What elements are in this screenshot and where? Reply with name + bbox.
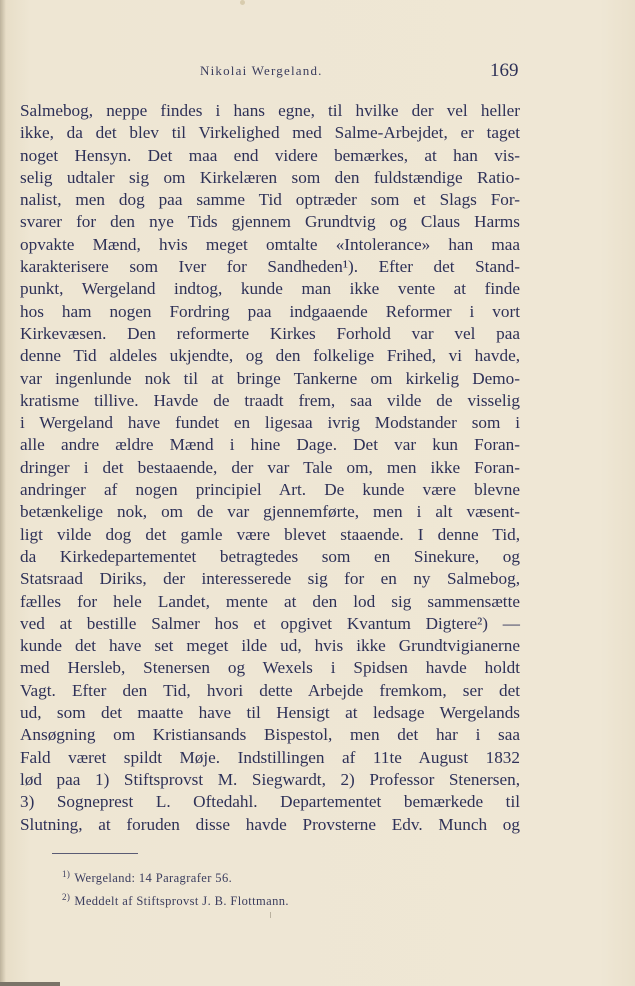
- page-number: 169: [490, 60, 519, 81]
- footnote-marker: 2): [62, 892, 71, 902]
- body-text: [20, 100, 520, 836]
- text-line: noget Hensyn. Det maa end videre bemærkes, at han vis-: [20, 145, 520, 165]
- paper-speck: [270, 912, 271, 918]
- text-line: dringer i det bestaaende, der var Tale om, men ikke Foran-: [20, 457, 520, 477]
- text-line: ved at bestille Salmer hos et opgivet Kvantum Digtere²) —: [20, 613, 520, 633]
- text-line: fælles for hele Landet, mente at den lod sig sammensætte: [20, 591, 520, 611]
- text-line: Ansøgning om Kristiansands Bispestol, men det har i saa: [20, 725, 520, 745]
- text-line: Statsraad Diriks, der interesserede sig for en ny Salmebog,: [20, 569, 520, 589]
- text-line: lød paa 1) Stiftsprovst M. Siegwardt, 2) Professor Stenersen,: [20, 769, 520, 789]
- text-line: med Hersleb, Stenersen og Wexels i Spidsen havde holdt: [20, 658, 520, 678]
- text-line: 3) Sogneprest L. Oftedahl. Departementet bemærkede til: [20, 792, 520, 812]
- text-line: selig udtaler sig om Kirkelæren som den fuldstændige Ratio-: [20, 167, 520, 187]
- text-line: var ingenlunde nok til at bringe Tankerne om kirkelig Demo-: [20, 368, 520, 388]
- footnote-1: [62, 865, 522, 888]
- footnote-2: [62, 888, 522, 911]
- text-line: Fald været spildt Møje. Indstillingen af 11te August 1832: [20, 747, 520, 767]
- text-line: hos ham nogen Fordring paa indgaaende Reformer i vort: [20, 301, 520, 321]
- footnote-text: Wergeland: 14 Paragrafer 56.: [74, 871, 233, 885]
- page-bottom-edge: [0, 982, 60, 986]
- text-line: da Kirkedepartementet betragtedes som en Sinekure, og: [20, 546, 520, 566]
- text-line: alle andre ældre Mænd i hine Dage. Det var kun Foran-: [20, 435, 520, 455]
- text-line: karakterisere som Iver for Sandheden¹). Efter det Stand-: [20, 257, 520, 277]
- text-line: svarer for den nye Tids gjennem Grundtvig og Claus Harms: [20, 212, 520, 232]
- footnote-rule: [52, 853, 138, 854]
- text-line: Kirkevæsen. Den reformerte Kirkes Forhold var vel paa: [20, 323, 520, 343]
- text-line: kratisme tillive. Havde de traadt frem, saa vilde de visselig: [20, 390, 520, 410]
- text-line: andringer af nogen principiel Art. De kunde være blevne: [20, 480, 520, 500]
- footnotes: [62, 865, 522, 911]
- text-line: nalist, men dog paa samme Tid optræder som et Slags For-: [20, 190, 520, 210]
- page-left-edge: [0, 0, 6, 986]
- text-line: Slutning, at foruden disse havde Provsterne Edv. Munch og: [20, 814, 520, 834]
- running-header: [20, 60, 520, 84]
- text-line: denne Tid aldeles ukjendte, og den folkelige Frihed, vi havde,: [20, 346, 520, 366]
- text-line: ud, som det maatte have til Hensigt at ledsage Wergelands: [20, 703, 520, 723]
- text-line: Vagt. Efter den Tid, hvori dette Arbejde fremkom, ser det: [20, 680, 520, 700]
- text-line: opvakte Mænd, hvis meget omtalte «Intolerance» han maa: [20, 234, 520, 254]
- footnote-marker: 1): [62, 869, 71, 879]
- text-line: ligt vilde dog det gamle være blevet staaende. I denne Tid,: [20, 524, 520, 544]
- text-line: punkt, Wergeland indtog, kunde man ikke vente at finde: [20, 279, 520, 299]
- header-title: Nikolai Wergeland.: [200, 63, 323, 78]
- text-line: betænkelige nok, om de var gjennemførte, men i alt væsent-: [20, 502, 520, 522]
- text-line: kunde det have set meget ilde ud, hvis ikke Grundtvigianerne: [20, 636, 520, 656]
- footnote-text: Meddelt af Stiftsprovst J. B. Flottmann.: [74, 894, 289, 908]
- text-line: i Wergeland have fundet en ligesaa ivrig Modstander som i: [20, 413, 520, 433]
- text-line: ikke, da det blev til Virkelighed med Salme-Arbejdet, er taget: [20, 123, 520, 143]
- paper-speck: [240, 0, 245, 5]
- text-line: Salmebog, neppe findes i hans egne, til hvilke der vel heller: [20, 101, 520, 120]
